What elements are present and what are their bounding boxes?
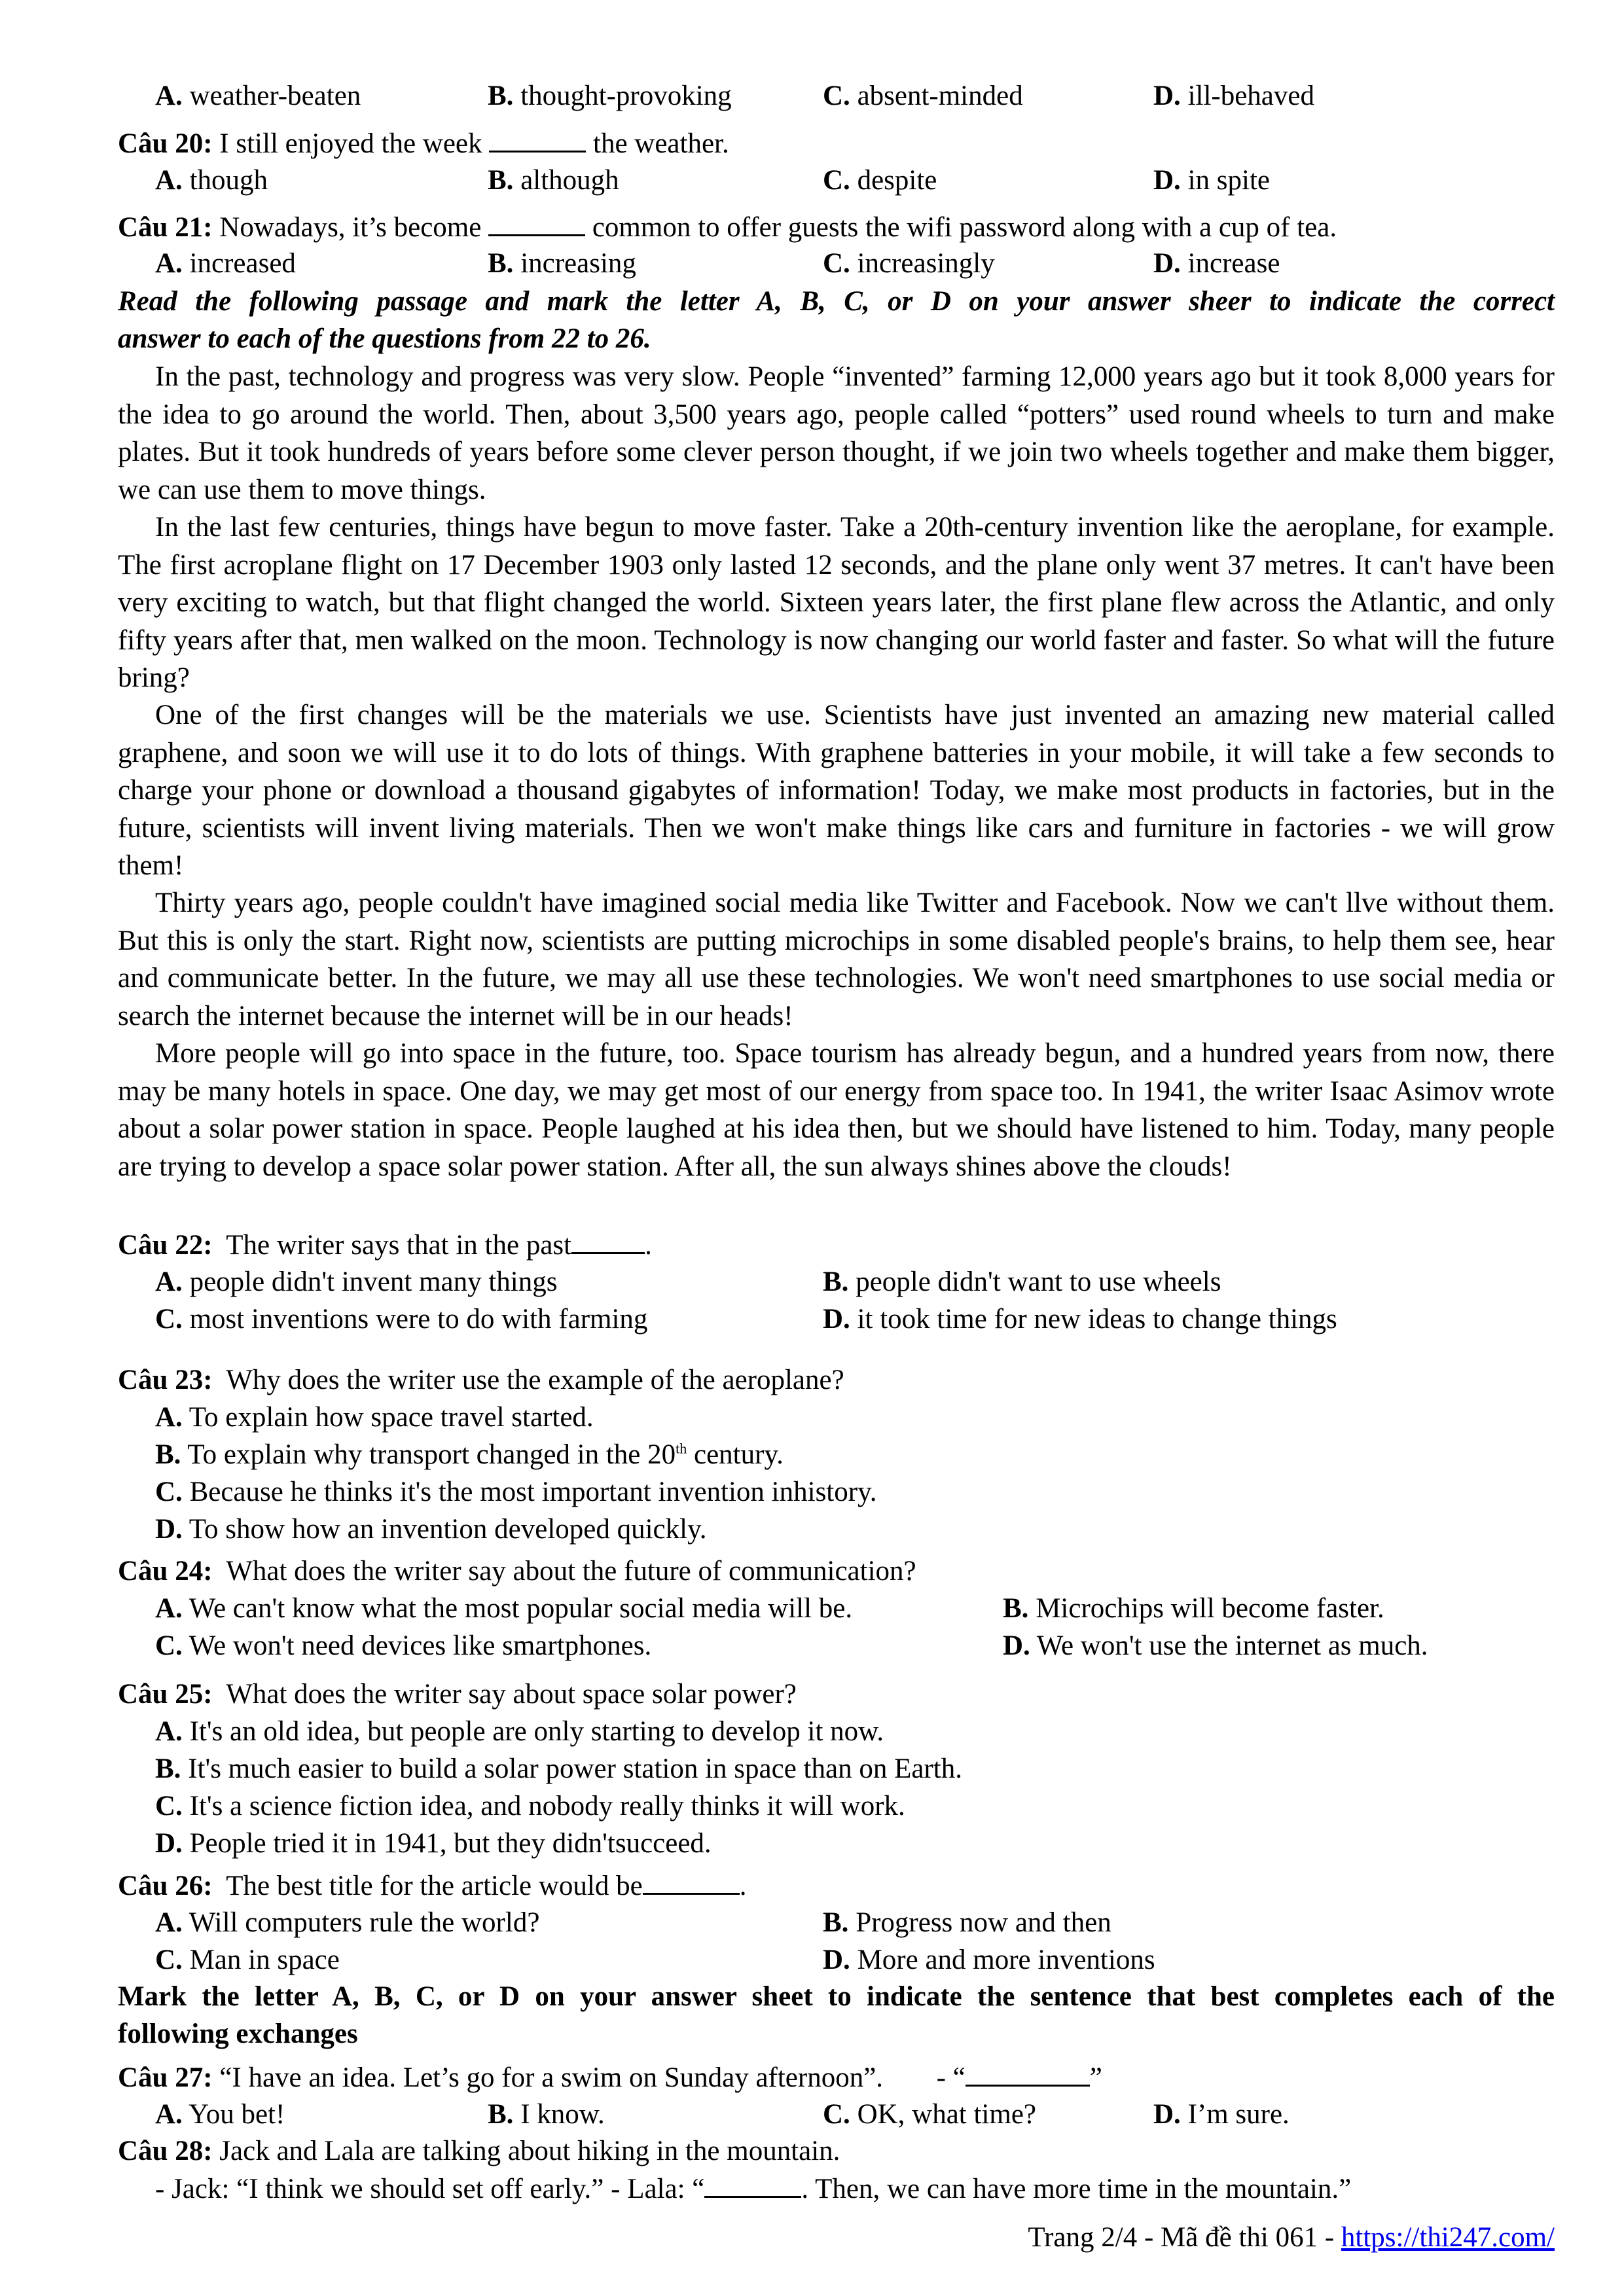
passage-paragraph-5: More people will go into space in the future, too. Space tourism has already begun, and a hundred years from now, there may be many hotels in space. One day, we may get most of our energy from space too. In 1941, the writer Isaac Asimov wrote about a solar power station in space. People laughed at his idea then, but we should have listened to him. Today, many people are trying to develop a space solar power station. After all, the sun always shines above the clouds! (118, 1038, 1555, 1182)
q19-option-c: C. absent-minded (823, 81, 1023, 111)
q25-option-a-row (118, 1713, 1555, 1750)
passage-paragraph-4: Thirty years ago, people couldn't have imagined social media like Twitter and Facebook. Now we can't llve without them. But this is only the start. Right now, scientists are putting microchips in some disabled people's brains, to help them see, hear and communicate better. In the future, we may all use these technologies. We won't need smartphones to use social media or search the internet because the internet will be in our heads! (118, 888, 1555, 1031)
q21-option-d: D. increase (1153, 248, 1280, 279)
q22-option-c: C. most inventions were to do with farming (155, 1304, 648, 1335)
answer-blank (643, 1867, 740, 1895)
question-label: Câu 25: (118, 1679, 213, 1710)
page-footer (1028, 2219, 1555, 2256)
q22-options-row2 (118, 1300, 1555, 1338)
answer-blank (571, 1226, 645, 1254)
q22-stem: Câu 22: The writer says that in the past . (118, 1226, 1555, 1264)
q23-option-b: B. To explain why transport changed in the 20th century. (155, 1439, 784, 1470)
answer-blank (489, 124, 586, 152)
q23-option-b-row (118, 1436, 1555, 1473)
q25-option-c-row (118, 1787, 1555, 1825)
q21-options (118, 245, 1555, 282)
q20-option-c: C. despite (823, 165, 937, 196)
q25-option-d: D. People tried it in 1941, but they didn'tsucceed. (155, 1828, 712, 1859)
question-label: Câu 21: (118, 212, 213, 243)
q20-stem: Câu 20: I still enjoyed the week the weather. (118, 124, 1555, 162)
q26-option-d: D. More and more inventions (823, 1945, 1155, 1975)
q26-options-row1 (118, 1904, 1555, 1941)
q25-option-d-row (118, 1825, 1555, 1862)
q26-stem: Câu 26: The best title for the article would be . (118, 1867, 1555, 1905)
footer-text: Trang 2/4 - Mã đề thi 061 - (1028, 2222, 1341, 2253)
q28-stem: Câu 28: Jack and Lala are talking about hiking in the mountain. (118, 2136, 840, 2166)
q22-options-row1 (118, 1263, 1555, 1300)
q26-option-a: A. Will computers rule the world? (155, 1907, 540, 1938)
q24-options-row2 (118, 1627, 1555, 1664)
question-label: Câu 26: (118, 1871, 213, 1901)
footer-link[interactable]: https://thi247.com/ (1341, 2222, 1555, 2253)
q27-stem: Câu 27: “I have an idea. Let’s go for a swim on Sunday afternoon”. - “ ” (118, 2058, 1555, 2096)
q19-option-d: D. ill-behaved (1153, 81, 1314, 111)
q23-option-c-row (118, 1473, 1555, 1511)
q23-option-d-row (118, 1511, 1555, 1548)
question-label: Câu 27: (118, 2062, 213, 2093)
q22-option-a: A. people didn't invent many things (155, 1266, 558, 1297)
q24-stem: Câu 24: What does the writer say about the future of communication? (118, 1556, 916, 1587)
q25-option-c: C. It's a science fiction idea, and nobody really thinks it will work. (155, 1791, 905, 1821)
q19-option-a: A. weather-beaten (155, 81, 361, 111)
q23-option-c: C. Because he thinks it's the most important invention inhistory. (155, 1477, 877, 1507)
q27-option-c: C. OK, what time? (823, 2099, 1037, 2130)
q25-stem: Câu 25: What does the writer say about space solar power? (118, 1679, 797, 1710)
q21-option-b: B. increasing (488, 248, 636, 279)
exchange-instruction-line1: Mark the letter A, B, C, or D on your answer sheet to indicate the sentence that best completes each of the (118, 1981, 1555, 2012)
q20-option-b: B. although (488, 165, 619, 196)
q26-option-c: C. Man in space (155, 1945, 340, 1975)
q26-options-row2 (118, 1941, 1555, 1979)
q22-option-b: B. people didn't want to use wheels (823, 1266, 1221, 1297)
q25-option-b-row (118, 1750, 1555, 1787)
q23-option-a: A. To explain how space travel started. (155, 1402, 594, 1433)
exchange-instruction-line2: following exchanges (118, 2018, 358, 2049)
question-label: Câu 24: (118, 1556, 213, 1587)
q19-option-b: B. thought-provoking (488, 81, 732, 111)
answer-blank (704, 2170, 801, 2198)
q22-option-d: D. it took time for new ideas to change things (823, 1304, 1337, 1335)
q26-option-b: B. Progress now and then (823, 1907, 1111, 1938)
passage-paragraph-2: In the last few centuries, things have begun to move faster. Take a 20th-century invention like the aeroplane, for example. The first acroplane flight on 17 December 1903 only lasted 12 seconds, and the plane only went 37 metres. It can't have been very exciting to watch, but that flight changed the world. Sixteen years later, the first plane flew across the Atlantic, and only fifty years after that, men walked on the moon. Technology is now changing our world faster and faster. So what will the future bring? (118, 512, 1555, 693)
passage-paragraph-3: One of the first changes will be the materials we use. Scientists have just invented an amazing new material called graphene, and soon we will use it to do lots of things. With graphene batteries in your mobile, it will take a few seconds to charge your phone or download a thousand gigabytes of information! Today, we make most products in factories, but in the future, scientists will invent living materials. Then we won't make things like cars and furniture in factories - we will grow them! (118, 700, 1555, 881)
q21-stem: Câu 21: Nowadays, it’s become common to offer guests the wifi password along with a cup of tea. (118, 208, 1555, 246)
q28-dialogue: - Jack: “I think we should set off early.” - Lala: “ . Then, we can have more time in the mountain.” (155, 2170, 1592, 2208)
q23-option-a-row (118, 1399, 1555, 1436)
q24-options-row1 (118, 1590, 1555, 1627)
q20-option-a: A. though (155, 165, 268, 196)
passage-paragraph-1: In the past, technology and progress was very slow. People “invented” farming 12,000 years ago but it took 8,000 years for the idea to go around the world. Then, about 3,500 years ago, people called “potters” used round wheels to turn and make plates. But it took hundreds of years before some clever person thought, if we join two wheels together and make them bigger, we can use them to move things. (118, 361, 1555, 505)
q20-option-d: D. in spite (1153, 165, 1270, 196)
q24-option-d: D. We won't use the internet as much. (1003, 1630, 1428, 1661)
q27-option-a: A. You bet! (155, 2099, 285, 2130)
q24-option-b: B. Microchips will become faster. (1003, 1593, 1384, 1624)
q23-option-d: D. To show how an invention developed quickly. (155, 1514, 707, 1545)
q21-option-c: C. increasingly (823, 248, 995, 279)
question-label: Câu 23: (118, 1365, 213, 1395)
q27-option-d: D. I’m sure. (1153, 2099, 1290, 2130)
q23-stem: Câu 23: Why does the writer use the example of the aeroplane? (118, 1365, 844, 1395)
q27-options (118, 2096, 1555, 2133)
reading-instruction-line2: answer to each of the questions from 22 to 26. (118, 323, 651, 354)
answer-blank (965, 2058, 1090, 2087)
question-label: Câu 22: (118, 1230, 213, 1261)
q25-option-a: A. It's an old idea, but people are only starting to develop it now. (155, 1716, 884, 1747)
q27-option-b: B. I know. (488, 2099, 605, 2130)
q20-options (118, 162, 1555, 199)
q24-option-a: A. We can't know what the most popular social media will be. (155, 1593, 853, 1624)
q21-option-a: A. increased (155, 248, 296, 279)
question-label: Câu 20: (118, 128, 213, 159)
q25-option-b: B. It's much easier to build a solar power station in space than on Earth. (155, 1753, 962, 1784)
reading-instruction-line1: Read the following passage and mark the letter A, B, C, or D on your answer sheer to indicate the correct (118, 286, 1555, 317)
answer-blank (488, 208, 585, 236)
q19-options (118, 77, 1555, 115)
q24-option-c: C. We won't need devices like smartphones. (155, 1630, 652, 1661)
question-label: Câu 28: (118, 2136, 213, 2166)
